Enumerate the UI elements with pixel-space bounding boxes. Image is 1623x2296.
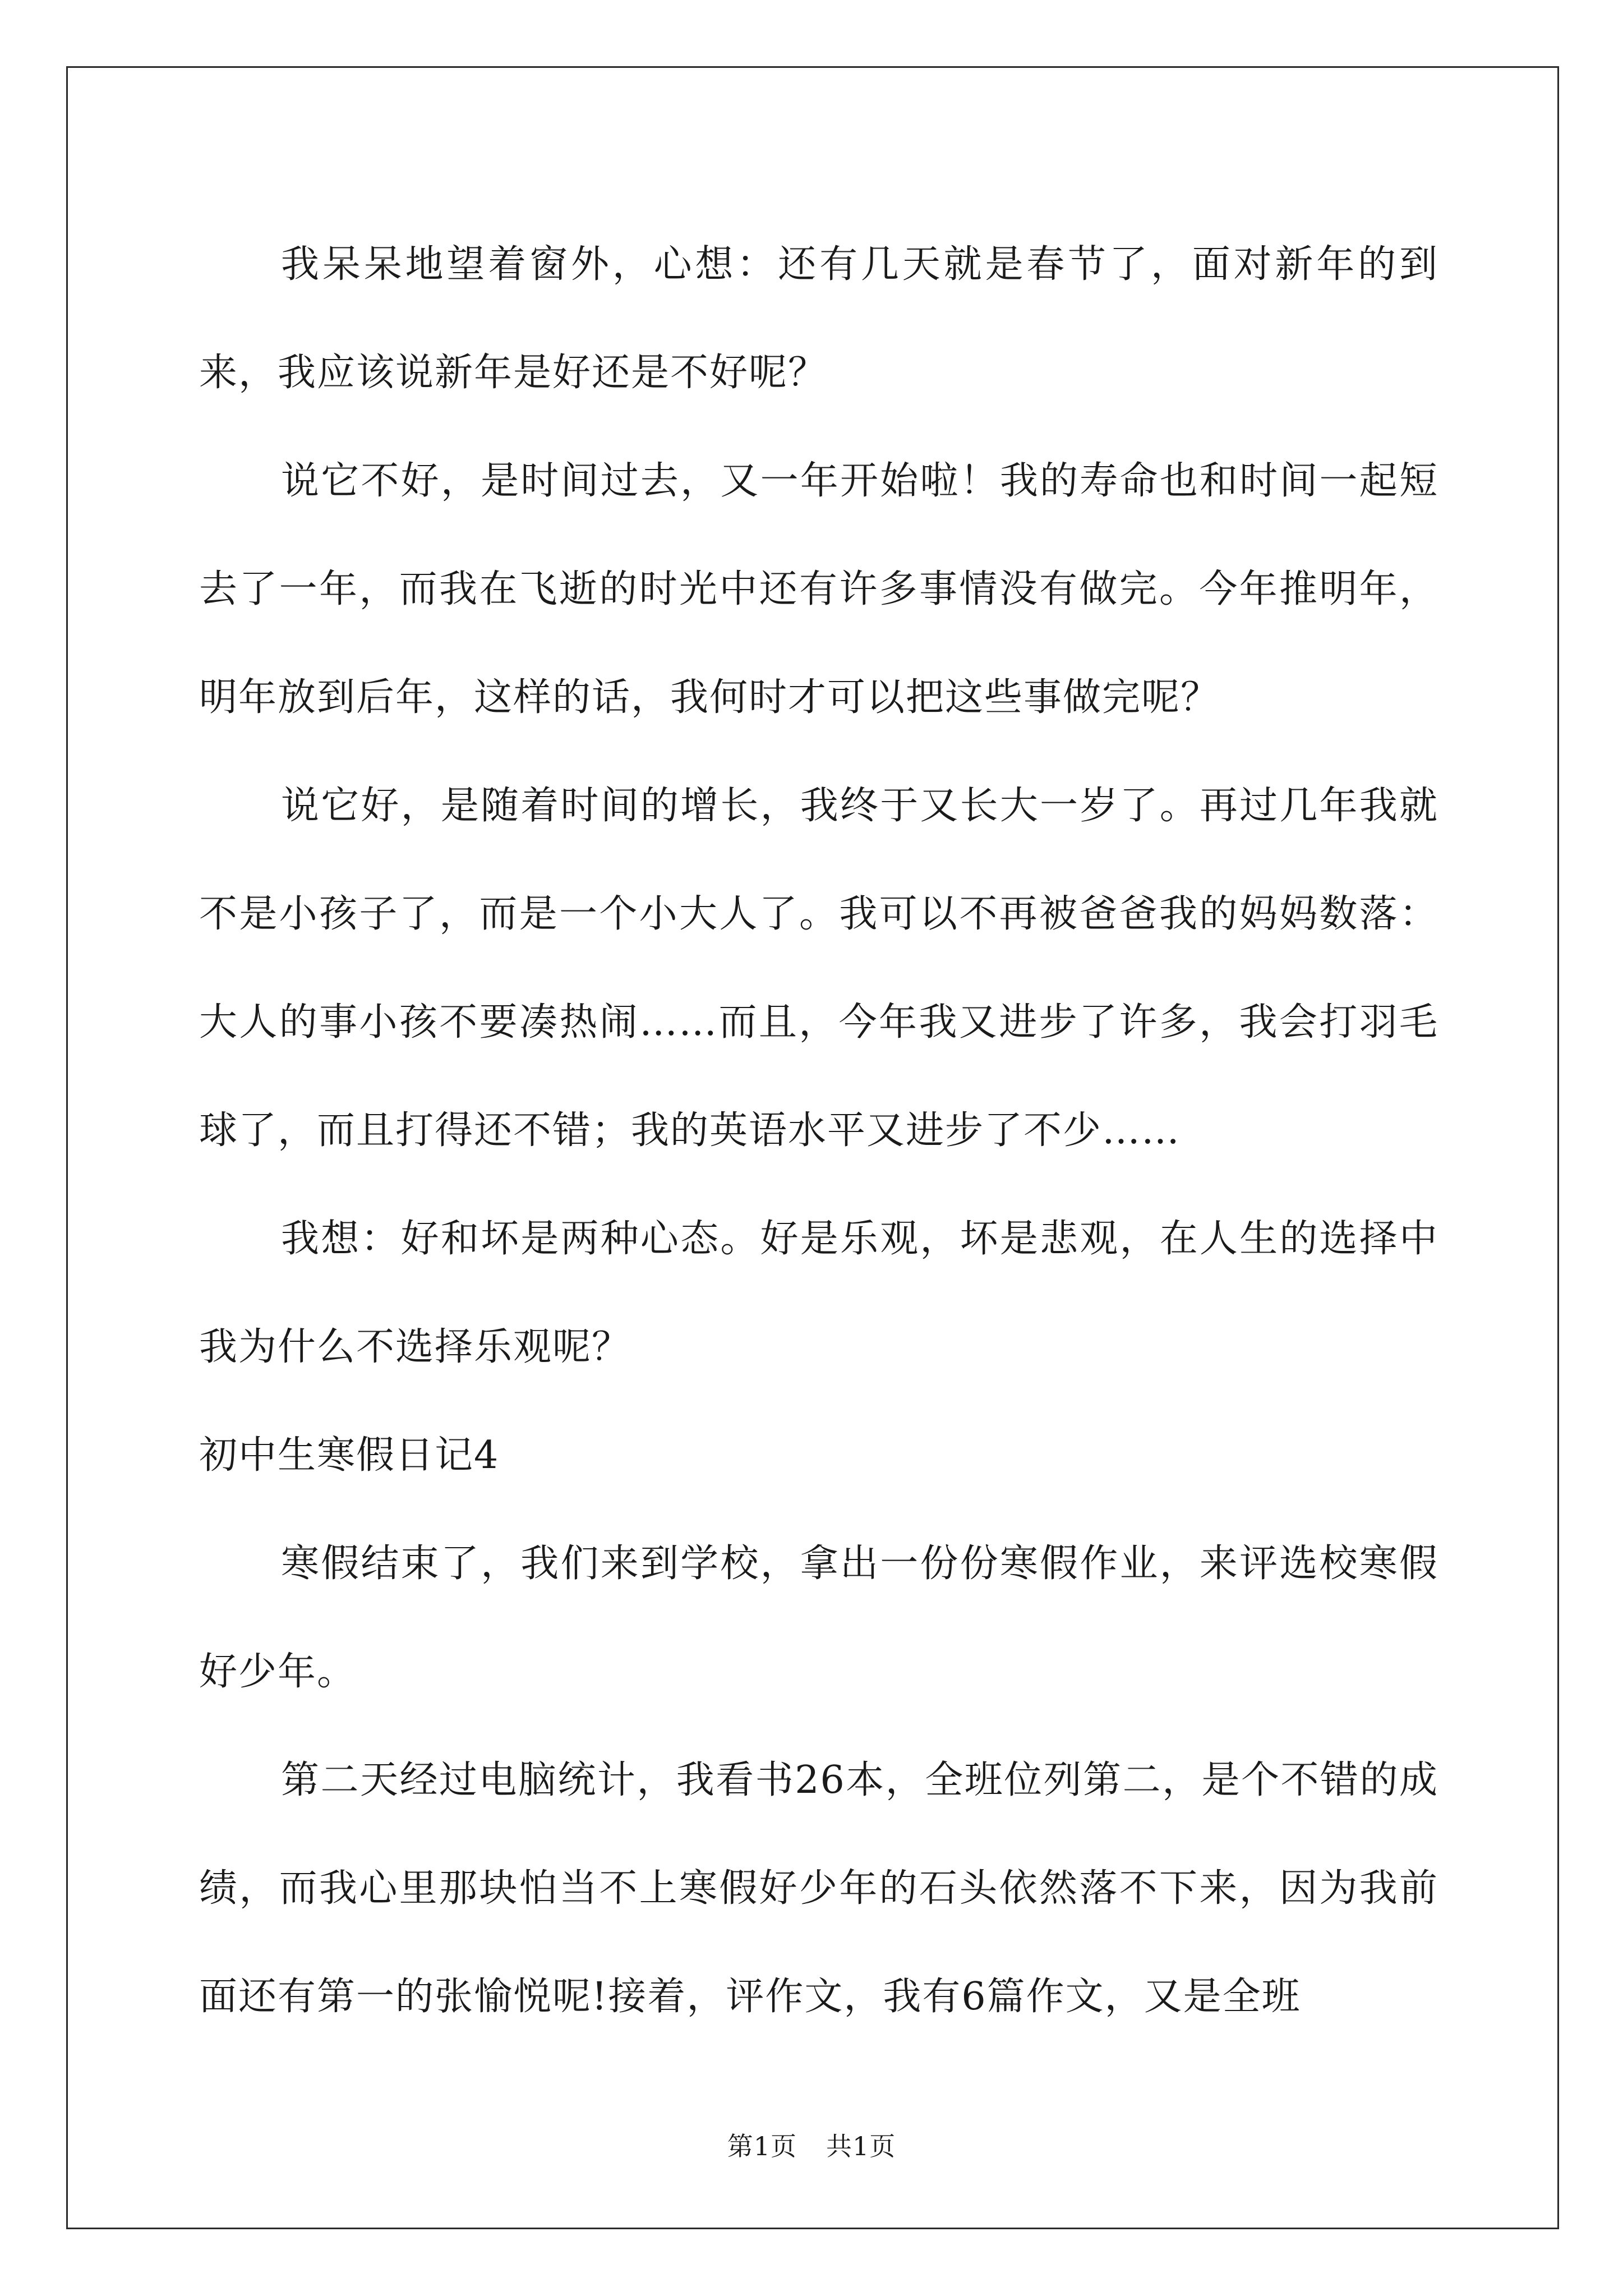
page-number: 第1页	[727, 2131, 797, 2161]
paragraph: 寒假结束了，我们来到学校，拿出一份份寒假作业，来评选校寒假好少年。	[199, 1542, 1438, 1694]
paragraph: 说它好，是随着时间的增长，我终于又长大一岁了。再过几年我就不是小孩子了，而是一个小大人了。我可以不再被爸爸我的妈妈数落：大人的事小孩不要凑热闹……而且，今年我又进步了许多，我会打羽毛球了，而且打得还不错；我的英语水平又进步了不少……	[199, 784, 1438, 1153]
paragraph: 说它不好，是时间过去，又一年开始啦！我的寿命也和时间一起短去了一年，而我在飞逝的时光中还有许多事情没有做完。今年推明年，明年放到后年，这样的话，我何时才可以把这些事做完呢？	[199, 459, 1438, 720]
page-footer	[0, 2126, 1623, 2163]
section-heading: 初中生寒假日记4	[199, 1433, 500, 1478]
page-total: 共1页	[826, 2131, 896, 2161]
document-body	[199, 210, 1438, 2051]
paragraph: 我想：好和坏是两种心态。好是乐观，坏是悲观，在人生的选择中我为什么不选择乐观呢？	[199, 1217, 1438, 1369]
paragraph: 我呆呆地望着窗外，心想：还有几天就是春节了，面对新年的到来，我应该说新年是好还是不好呢？	[199, 242, 1438, 395]
paragraph: 第二天经过电脑统计，我看书26本，全班位列第二，是个不错的成绩，而我心里那块怕当不上寒假好少年的石头依然落不下来，因为我前面还有第一的张愉悦呢!接着，评作文，我有6篇作文，又是全班	[199, 1758, 1438, 2019]
